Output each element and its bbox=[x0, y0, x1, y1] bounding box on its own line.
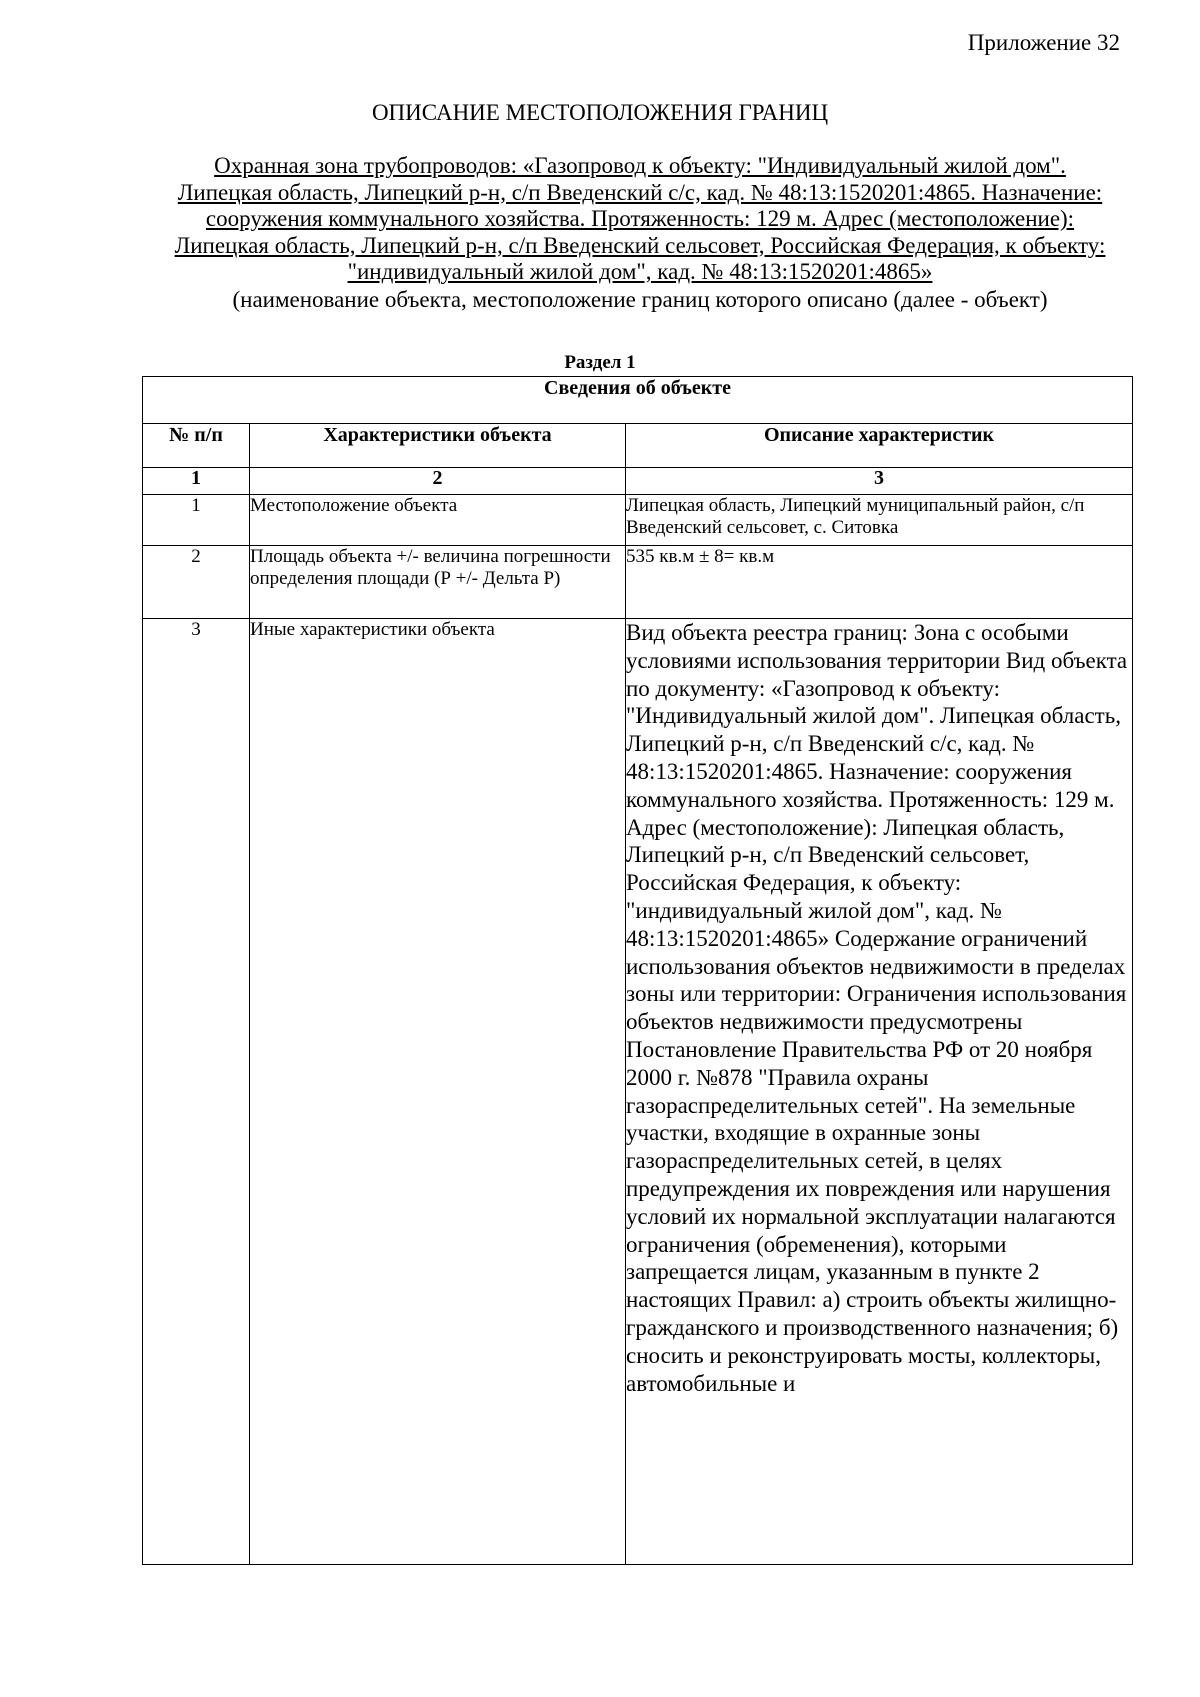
column-header-number: № п/п bbox=[143, 424, 250, 468]
row-number: 3 bbox=[143, 619, 250, 1565]
row-characteristic: Иные характеристики объекта bbox=[250, 619, 626, 1565]
row-number: 1 bbox=[143, 495, 250, 546]
object-info-table bbox=[142, 376, 1133, 1565]
row-description: Липецкая область, Липецкий муниципальный район, с/п Введенский сельсовет, с. Ситовка bbox=[626, 495, 1133, 546]
column-number: 3 bbox=[626, 468, 1133, 495]
table-row bbox=[143, 619, 1133, 1565]
object-line: Охранная зона трубопроводов: «Газопровод к объекту: "Индивидуальный жилой дом". bbox=[214, 153, 1066, 178]
row-number: 2 bbox=[143, 546, 250, 619]
table-caption: Сведения об объекте bbox=[143, 377, 1133, 424]
column-header-description: Описание характеристик bbox=[626, 424, 1133, 468]
document-title: ОПИСАНИЕ МЕСТОПОЛОЖЕНИЯ ГРАНИЦ bbox=[371, 100, 829, 125]
table-caption-row bbox=[143, 377, 1133, 424]
column-numbers-row bbox=[143, 468, 1133, 495]
table-row bbox=[143, 546, 1133, 619]
table-header-row bbox=[143, 424, 1133, 468]
object-line: "индивидуальный жилой дом", кад. № 48:13:1520201:4865» bbox=[347, 259, 933, 284]
object-note: (наименование объекта, местоположение границ которого описано (далее - объект) bbox=[232, 286, 1048, 312]
object-line: Липецкая область, Липецкий р-н, с/п Введенский сельсовет, Российская Федерация, к объекту: bbox=[174, 232, 1106, 258]
row-characteristic: Площадь объекта +/- величина погрешности определения площади (Р +/- Дельта Р) bbox=[250, 546, 626, 619]
object-line: Липецкая область, Липецкий р-н, с/п Введенский с/с, кад. № 48:13:1520201:4865. Назначение: bbox=[177, 179, 1103, 205]
object-line: сооружения коммунального хозяйства. Протяженность: 129 м. Адрес (местоположение): bbox=[205, 206, 1075, 231]
row-characteristic: Местоположение объекта bbox=[250, 495, 626, 546]
row-description: Вид объекта реестра границ: Зона с особыми условиями использования территории Вид объекта по документу: «Газопровод к объекту: "Индивидуальный жилой дом". Липецкая область, Липецкий р-н, с/п Введенский с/с, кад. № 48:13:1520201:4865. Назначение: сооружения коммунального хозяйства. Протяженность: 129 м. Адрес (местоположение): Липецкая область, Липецкий р-н, с/п Введенский сельсовет, Российская Федерация, к объекту: "индивидуальный жилой дом", кад. № 48:13:1520201:4865» Содержание ограничений использования объектов недвижимости в пределах зоны или территории: Ограничения использования объектов недвижимости предусмотрены Постановление Правительства РФ от 20 ноября 2000 г. №878 "Правила охраны газораспределительных сетей". На земельные участки, входящие в охранные зоны газораспределительных сетей, в целях предупреждения их повреждения или нарушения условий их нормальной эксплуатации налагаются ограничения (обременения), которыми запрещается лицам, указанным в пункте 2 настоящих Правил: а) строить объекты жилищно-гражданского и производственного назначения; б) сносить и реконструировать мосты, коллекторы, автомобильные и bbox=[626, 619, 1133, 1565]
object-description bbox=[140, 153, 1140, 313]
row-description: 535 кв.м ± 8= кв.м bbox=[626, 546, 1133, 619]
appendix-label: Приложение 32 bbox=[967, 30, 1120, 55]
table-row bbox=[143, 495, 1133, 546]
column-number: 1 bbox=[143, 468, 250, 495]
section-title: Раздел 1 bbox=[564, 352, 636, 373]
column-number: 2 bbox=[250, 468, 626, 495]
column-header-characteristic: Характеристики объекта bbox=[250, 424, 626, 468]
